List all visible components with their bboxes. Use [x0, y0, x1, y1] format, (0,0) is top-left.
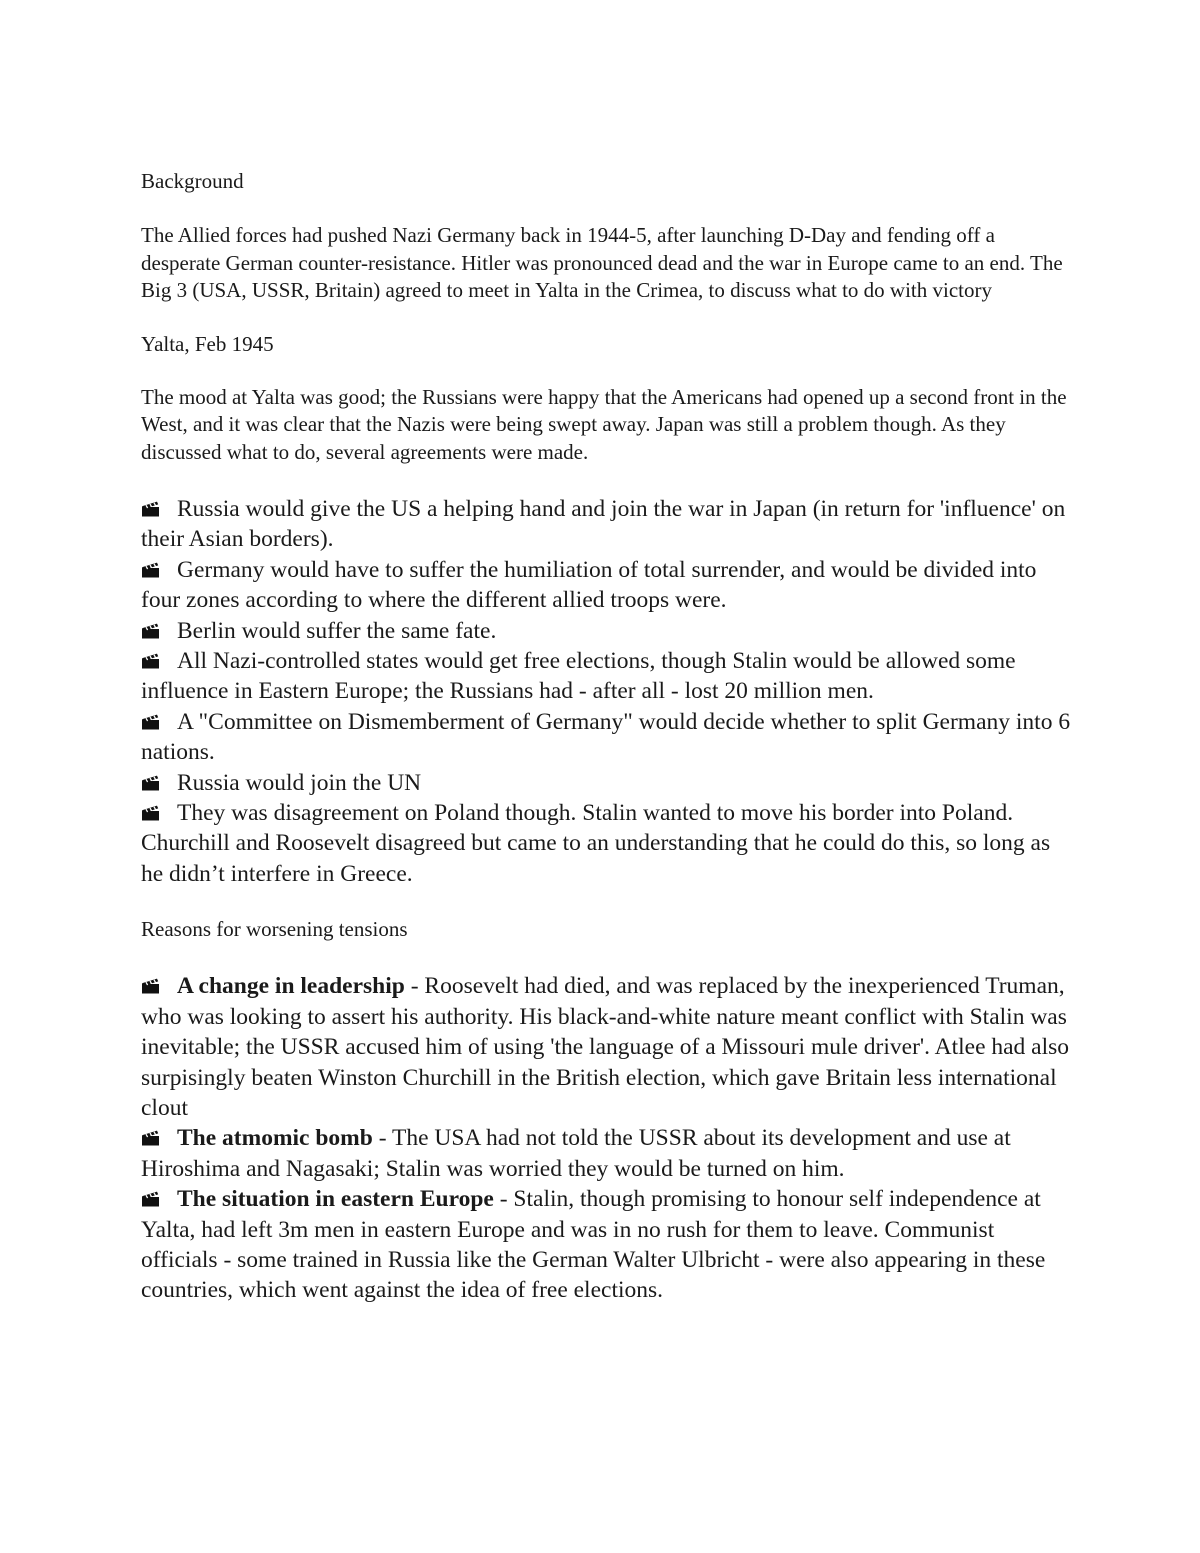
- clapperboard-icon: [141, 562, 163, 578]
- section-heading-background: Background: [141, 169, 244, 193]
- document-page: [141, 168, 1071, 1306]
- clapperboard-icon: [141, 501, 163, 517]
- list-item: [141, 768, 1071, 798]
- yalta-agreements-list: [141, 494, 1071, 889]
- list-item-lead: The atmomic bomb: [177, 1125, 373, 1152]
- list-item-text: - Stalin, though promising to honour self independence at Yalta, had left 3m men in eastern Europe and was in no rush for them to leave. Communist officials - some trained in Russia like the German Walter Ulbricht - were also appearing in these countries, which went against the idea of free elections.: [141, 1186, 1046, 1304]
- list-item: [141, 798, 1071, 889]
- list-item-text: A "Committee on Dismemberment of Germany" would decide whether to split Germany into 6 nations.: [141, 708, 1071, 766]
- list-item: [141, 1184, 1071, 1306]
- clapperboard-icon: [141, 1191, 163, 1207]
- clapperboard-icon: [141, 653, 163, 669]
- list-item-text: Russia would give the US a helping hand and join the war in Japan (in return for 'influence' on their Asian borders).: [141, 496, 1066, 553]
- clapperboard-icon: [141, 775, 163, 791]
- list-item: [141, 707, 1071, 768]
- list-item-lead: The situation in eastern Europe: [177, 1186, 494, 1213]
- list-item: [141, 494, 1071, 555]
- list-item-text: - Roosevelt had died, and was replaced by the inexperienced Truman, who was looking to assert his authority. His black-and-white nature meant conflict with Stalin was inevitable; the USSR accused him of using 'the language of a Missouri mule driver'. Atlee had also surpisingly beaten Winston Churchill in the British election, which gave Britain less international clout: [141, 973, 1070, 1121]
- clapperboard-icon: [141, 623, 163, 639]
- clapperboard-icon: [141, 978, 163, 994]
- background-paragraph: The Allied forces had pushed Nazi Germany back in 1944-5, after launching D-Day and fending off a desperate German counter-resistance. Hitler was pronounced dead and the war in Europe came to an end. The Big 3 (USA, USSR, Britain) agreed to meet in Yalta in the Crimea, to discuss what to do with victory: [141, 223, 1063, 302]
- section-heading-reasons: Reasons for worsening tensions: [141, 917, 408, 942]
- clapperboard-icon: [141, 1130, 163, 1146]
- yalta-paragraph: The mood at Yalta was good; the Russians were happy that the Americans had opened up a second front in the West, and it was clear that the Nazis were being swept away. Japan was still a problem though. As they discussed what to do, several agreements were made.: [141, 384, 1067, 464]
- list-item-text: - The USA had not told the USSR about its development and use at Hiroshima and Nagasaki; Stalin was worried they would be turned on him.: [141, 1125, 1011, 1182]
- list-item-text: All Nazi-controlled states would get free elections, though Stalin would be allowed some influence in Eastern Europe; the Russians had - after all - lost 20 million men.: [141, 648, 1016, 705]
- clapperboard-icon: [141, 714, 163, 730]
- list-item-text: Russia would join the UN: [177, 769, 422, 796]
- section-heading-yalta: Yalta, Feb 1945: [141, 331, 274, 356]
- list-item-text: Germany would have to suffer the humiliation of total surrender, and would be divided into four zones according to where the different allied troops were.: [141, 556, 1037, 614]
- list-item: [141, 616, 1071, 646]
- list-item-text: They was disagreement on Poland though. Stalin wanted to move his border into Poland. Churchill and Roosevelt disagreed but came to an understanding that he could do this, so long as he didn’t interfere in Greece.: [141, 800, 1051, 887]
- list-item-lead: A change in leadership: [177, 973, 405, 1000]
- list-item: [141, 971, 1071, 1123]
- clapperboard-icon: [141, 805, 163, 821]
- list-item: [141, 646, 1071, 707]
- reasons-list: [141, 971, 1071, 1305]
- list-item: [141, 555, 1071, 616]
- list-item-text: Berlin would suffer the same fate.: [177, 617, 497, 644]
- list-item: [141, 1123, 1071, 1184]
